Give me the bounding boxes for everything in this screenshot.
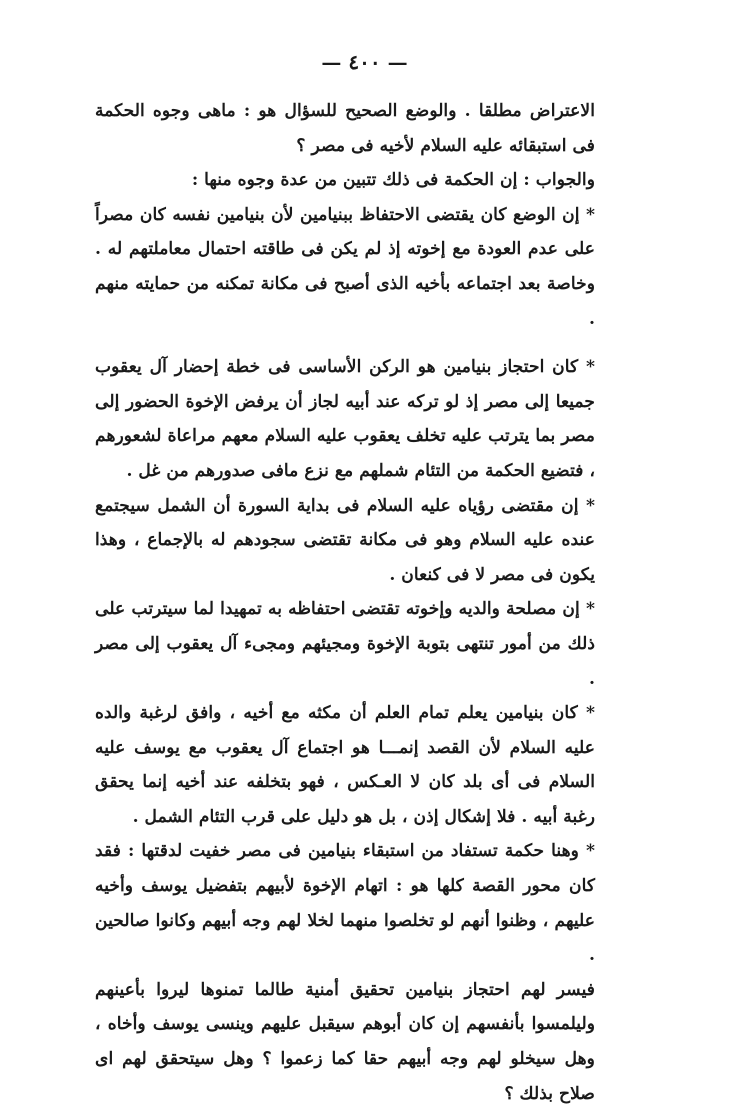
- paragraph-1: الاعتراض مطلقا . والوضع الصحيح للسؤال هو : ماهى وجوه الحكمة فى استبقائه عليه السلام لأخيه فى مصر ؟: [95, 101, 595, 156]
- paragraph-8: * وهنا حكمة تستفاد من استبقاء بنيامين فى مصر خفيت لدقتها : فقد كان محور القصة كلها هو : اتهام الإخوة لأبيهم بتفضيل يوسف وأخيه عليهم ، وظنوا أنهم لو تخلصوا منهما لخلا لهم وجه أبيهم وكانوا صالحين .: [95, 841, 595, 966]
- paragraph-2: والجواب : إن الحكمة فى ذلك تتبين من عدة وجوه منها :: [191, 170, 595, 191]
- page-number: — ٤٠٠ —: [321, 50, 408, 74]
- paragraph-gap: [95, 336, 595, 350]
- paragraph-4: * كان احتجاز بنيامين هو الركن الأساسى فى خطة إحضار آل يعقوب جميعا إلى مصر إذ لو تركه عند أبيه لجاز أن يرفض الإخوة الحضور إلى مصر بما يترتب عليه تخلف يعقوب عليه السلام معهم مراعاة لشعورهم ، فتضيع الحكمة من التئام شملهم مع نزع مافى صدورهم من غل .: [95, 357, 595, 481]
- body-text: [95, 94, 595, 1111]
- paragraph-3: * إن الوضع كان يقتضى الاحتفاظ ببنيامين لأن بنيامين نفسه كان مصراً على عدم العودة مع إخوته إذ لم يكن فى طاقته احتمال معاملتهم له . وخاصة بعد اجتماعه بأخيه الذى أصبح فى مكانة تمكنه من حمايته منهم .: [95, 204, 595, 329]
- paragraph-5: * إن مقتضى رؤياه عليه السلام فى بداية السورة أن الشمل سيجتمع عنده عليه السلام وهو فى مكانة تقتضى سجودهم له بالإجماع ، وهذا يكون فى مصر لا فى كنعان .: [95, 495, 595, 585]
- paragraph-6: * إن مصلحة والديه وإخوته تقتضى احتفاظه به تمهيدا لما سيترتب على ذلك من أمور تنتهى بتوبة الإخوة ومجيئهم ومجىء آل يعقوب إلى مصر .: [95, 599, 595, 689]
- paragraph-7: * كان بنيامين يعلم تمام العلم أن مكثه مع أخيه ، وافق لرغبة والده عليه السلام لأن القصد إنمـــا هو اجتماع آل يعقوب مع يوسف عليه السلام فى أى بلد كان لا العـكس ، فهو بتخلفه عند أخيه إنما يحقق رغبة أبيه . فلا إشكال إذن ، بل هو دليل على قرب التئام الشمل .: [95, 703, 595, 827]
- paragraph-9: فيسر لهم احتجاز بنيامين تحقيق أمنية طالما تمنوها ليروا بأعينهم وليلمسوا بأنفسهم إن كان أبوهم سيقبل عليهم وينسى يوسف وأخاه ، وهل سيخلو لهم وجه أبيهم حقا كما زعموا ؟ وهل سيتحقق لهم اى صلاح بذلك ؟: [95, 979, 595, 1104]
